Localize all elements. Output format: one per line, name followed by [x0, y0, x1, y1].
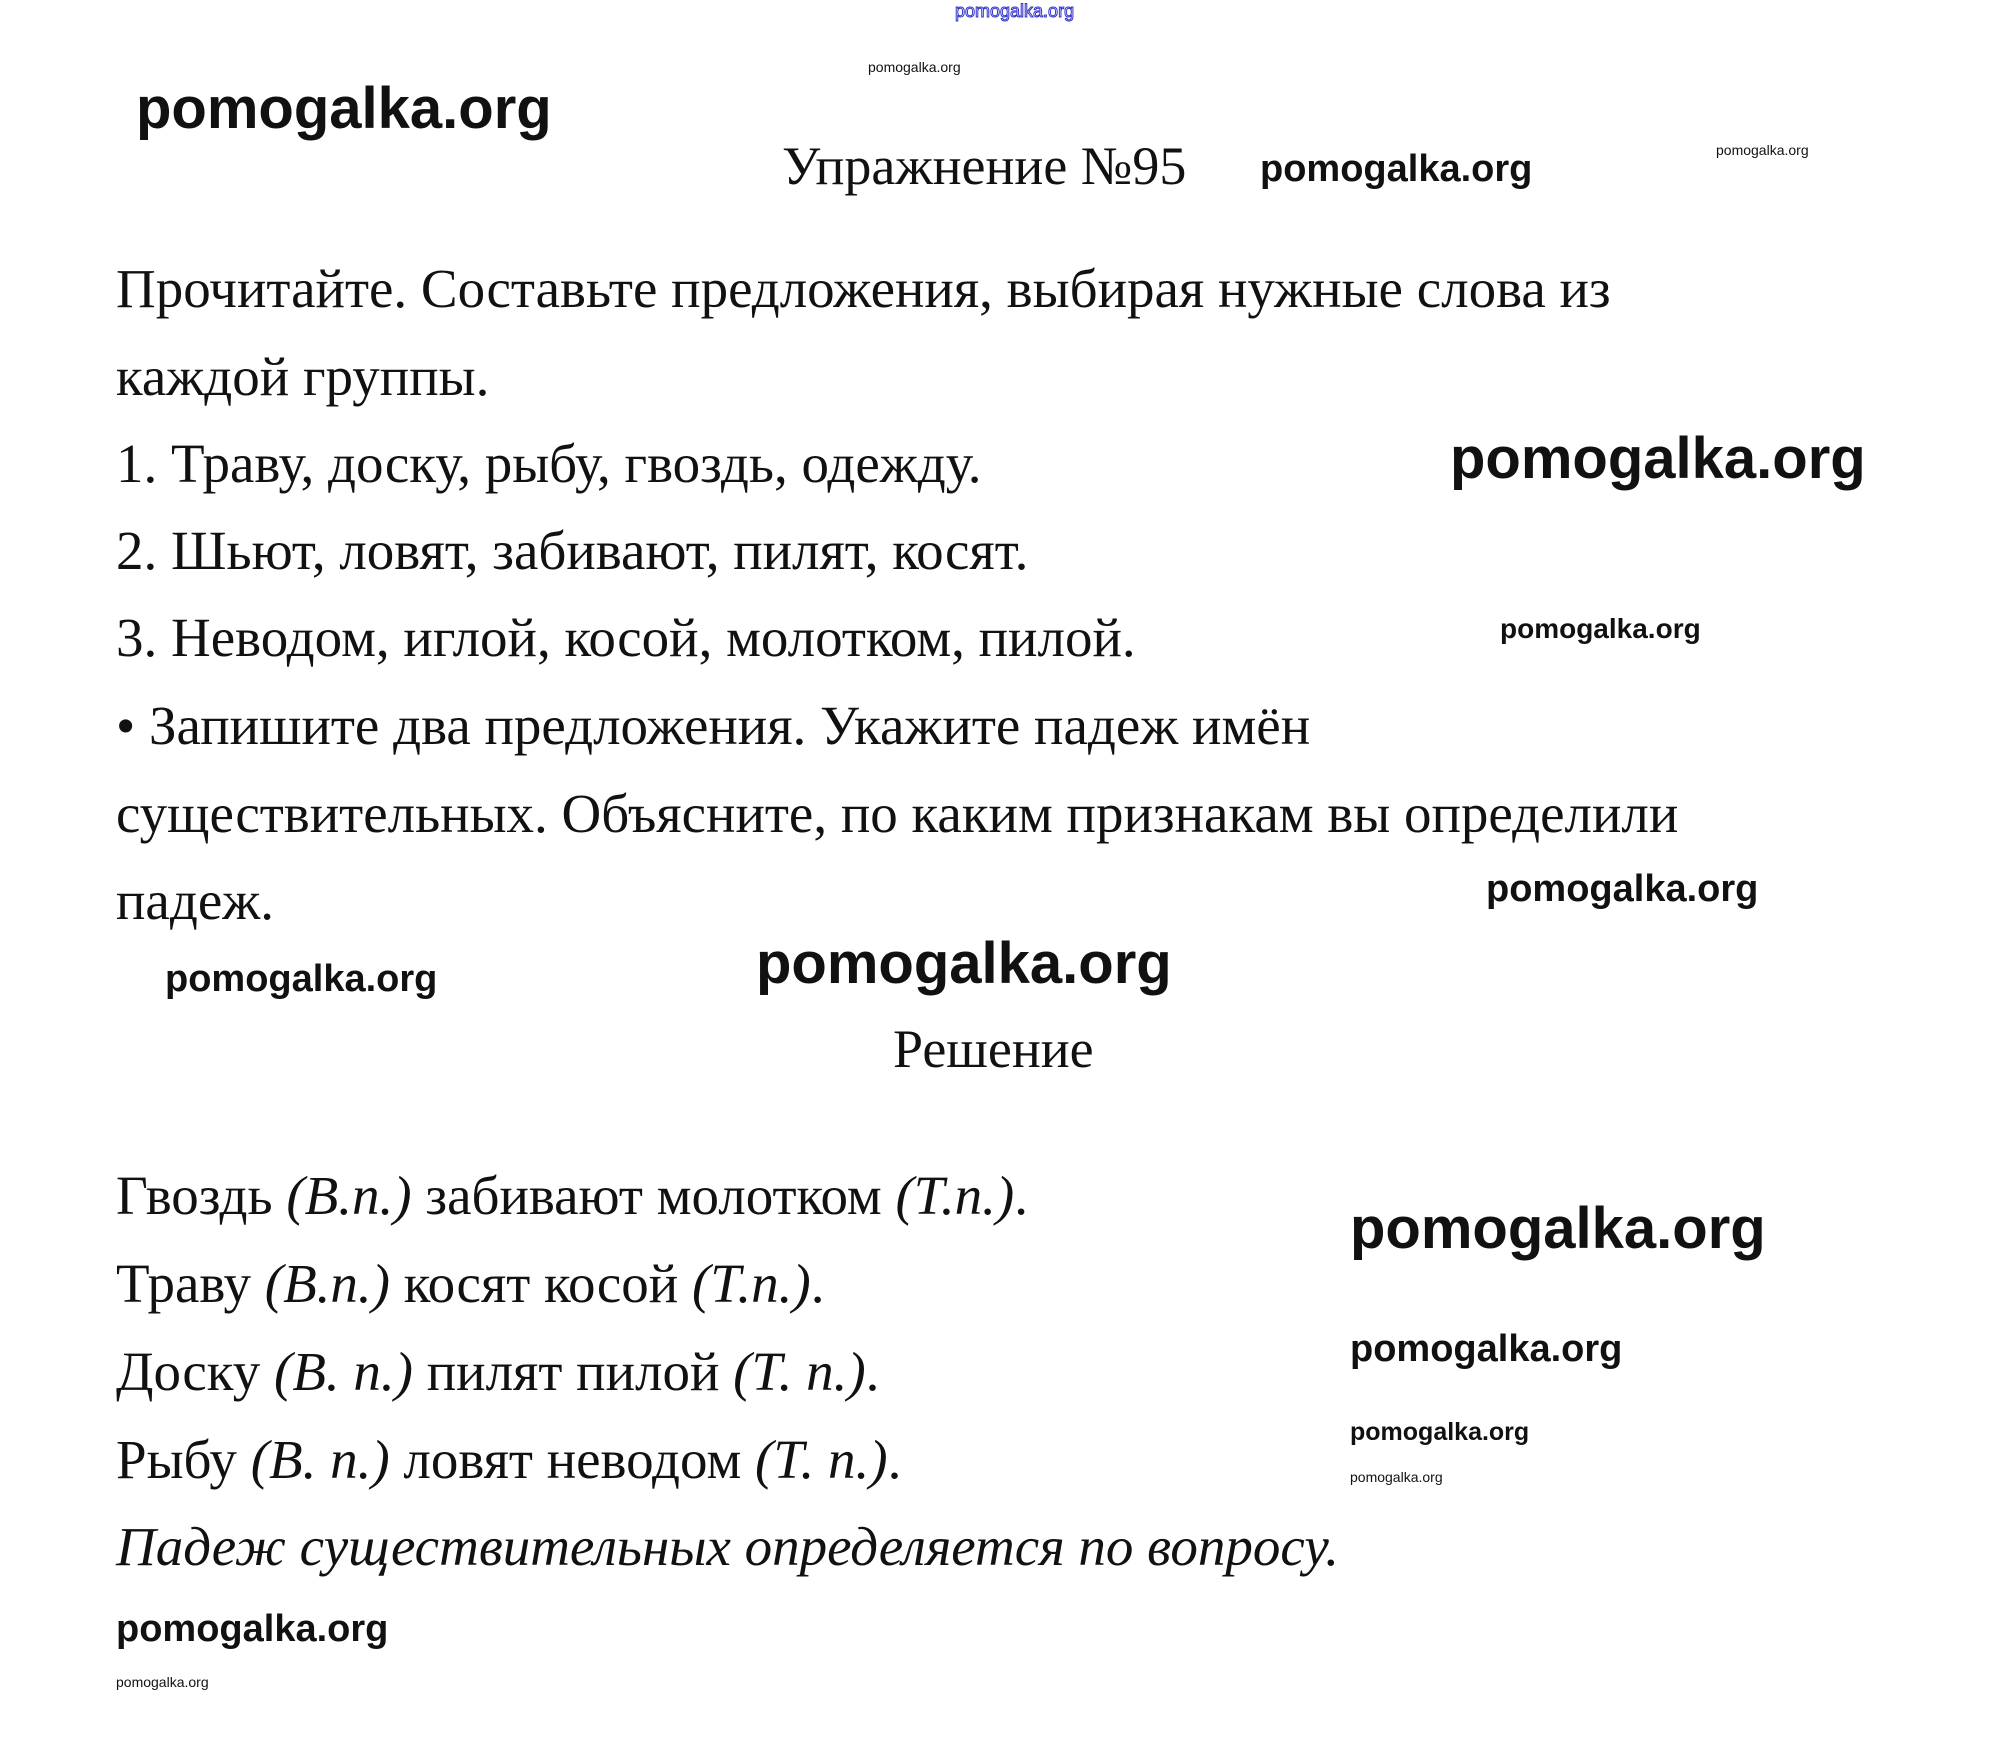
task-line: существительных. Объясните, по каким признакам вы определили — [116, 783, 1679, 844]
task-line: падеж. — [116, 870, 274, 931]
case-label: (В. п.) — [274, 1341, 413, 1402]
task-line: каждой группы. — [116, 346, 490, 407]
solution-sentence — [116, 1253, 825, 1314]
verb-phrase: забивают молотком — [411, 1165, 896, 1226]
solution-heading: Решение — [893, 1019, 1094, 1079]
watermark: pomogalka.org — [1350, 1328, 1623, 1370]
task-line: • Запишите два предложения. Укажите падеж имён — [116, 695, 1311, 756]
solution-sentence — [116, 1429, 902, 1490]
period: . — [1014, 1165, 1028, 1226]
watermark: pomogalka.org — [756, 931, 1172, 996]
noun: Траву — [116, 1253, 265, 1314]
watermark: pomogalka.org — [165, 958, 438, 1000]
watermark: pomogalka.org — [1500, 613, 1701, 644]
period: . — [810, 1253, 825, 1314]
watermark: pomogalka.org — [116, 1608, 389, 1650]
watermark: pomogalka.org — [1260, 148, 1533, 190]
solution-sentence — [116, 1165, 1028, 1226]
watermark: pomogalka.org — [116, 1674, 209, 1690]
period: . — [887, 1429, 902, 1490]
case-label: (Т. п.) — [755, 1429, 888, 1490]
verb-phrase: пилят пилой — [412, 1341, 734, 1402]
case-label: (Т.п.) — [691, 1253, 811, 1314]
watermark: pomogalka.org — [1450, 426, 1866, 491]
case-label: (В. п.) — [250, 1429, 390, 1490]
period: . — [865, 1341, 880, 1402]
noun: Рыбу — [116, 1429, 251, 1490]
page-title: Упражнение №95 — [782, 136, 1187, 196]
noun: Доску — [116, 1341, 274, 1402]
case-label: (В.п.) — [264, 1253, 390, 1314]
verb-phrase: ловят неводом — [389, 1429, 756, 1490]
watermark: pomogalka.org — [1350, 1469, 1443, 1485]
watermark: pomogalka.org — [868, 59, 961, 75]
solution-sentence — [116, 1341, 880, 1402]
task-line: 3. Неводом, иглой, косой, молотком, пилой. — [116, 607, 1136, 668]
task-line: Прочитайте. Составьте предложения, выбирая нужные слова из — [116, 258, 1611, 319]
task-line: 2. Шьют, ловят, забивают, пилят, косят. — [116, 520, 1029, 581]
verb-phrase: косят косой — [390, 1253, 692, 1314]
case-label: (В.п.) — [286, 1165, 412, 1226]
watermark: pomogalka.org — [1486, 868, 1759, 910]
watermark: pomogalka.org — [1350, 1196, 1766, 1261]
case-label: (Т.п.) — [895, 1165, 1015, 1226]
task-line: 1. Траву, доску, рыбу, гвоздь, одежду. — [116, 433, 982, 494]
watermark: pomogalka.org — [955, 1, 1075, 21]
watermark: pomogalka.org — [1350, 1418, 1530, 1446]
noun: Гвоздь — [116, 1165, 287, 1226]
watermark: pomogalka.org — [136, 76, 552, 141]
solution-conclusion: Падеж существительных определяется по вопросу. — [116, 1516, 1340, 1577]
case-label: (Т. п.) — [733, 1341, 866, 1402]
watermark: pomogalka.org — [1716, 142, 1809, 158]
